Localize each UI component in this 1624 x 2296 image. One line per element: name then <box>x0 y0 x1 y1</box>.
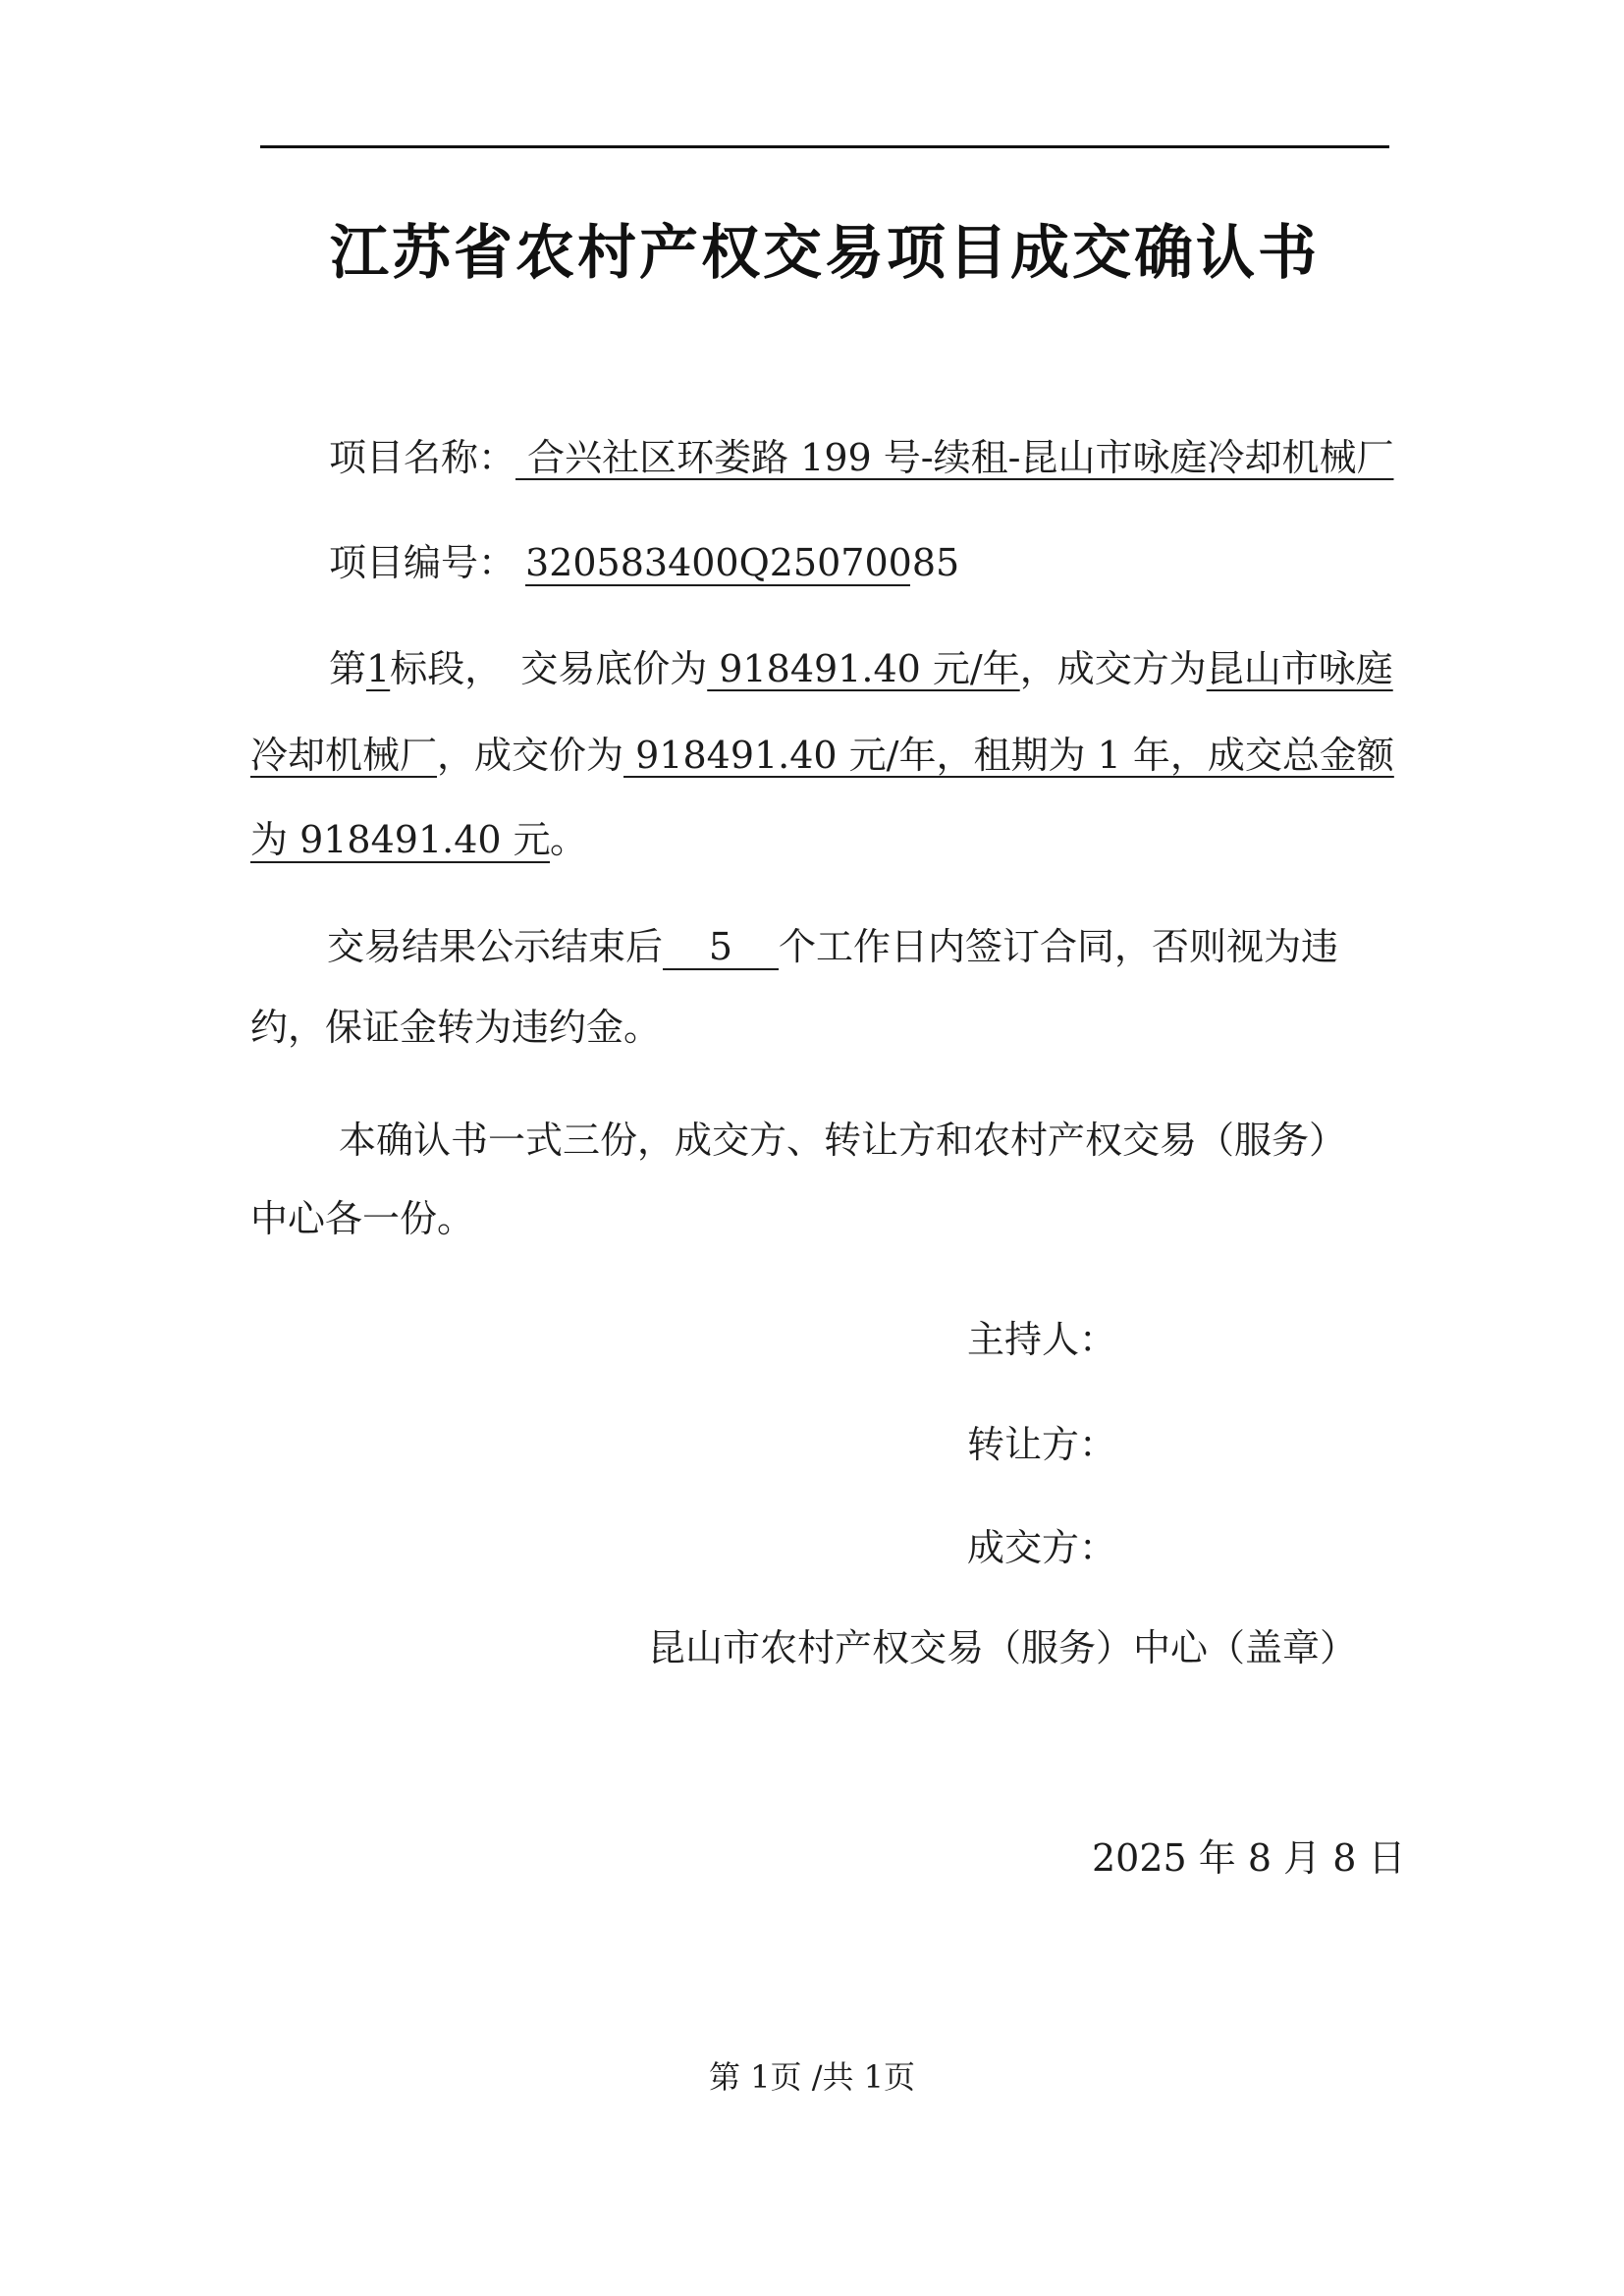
project-number-value: 320583400Q25070085 <box>525 541 960 584</box>
lot-line-3 <box>250 814 587 865</box>
project-number-row <box>329 537 960 588</box>
deal-price: 918491.40 元/年，租期为 1 年，成交总金额 <box>623 734 1394 777</box>
contract-suffix: 个工作日内签订合同，否则视为违 <box>779 925 1339 968</box>
page-footer: 第 1页 /共 1页 <box>708 2058 916 2096</box>
total-amount: 为 918491.40 元 <box>250 818 551 861</box>
project-name-label: 项目名称： <box>329 436 516 479</box>
lot-end: 。 <box>550 818 588 861</box>
lot-suffix: 标段， 交易底价为 <box>390 647 708 690</box>
contract-line-2: 约，保证金转为违约金。 <box>250 1006 662 1049</box>
lot-line-2 <box>250 730 1394 781</box>
buyer-name-part2: 冷却机械厂 <box>250 734 438 777</box>
copies-line-2: 中心各一份。 <box>250 1197 475 1240</box>
center-seal-label: 昆山市农村产权交易（服务）中心（盖章） <box>648 1626 1358 1669</box>
contract-line-1 <box>327 921 1338 972</box>
header-rule <box>260 145 1389 148</box>
buyer-name-part1: 昆山市咏庭 <box>1206 647 1393 690</box>
transferee-signature-label: 成交方： <box>967 1526 1117 1569</box>
base-price: 918491.40 元/年 <box>707 647 1020 690</box>
document-title: 江苏省农村产权交易项目成交确认书 <box>330 219 1320 288</box>
lot-number: 1 <box>366 647 391 690</box>
project-name-value: 合兴社区环娄路 199 号-续租-昆山市咏庭冷却机械厂 <box>515 436 1394 479</box>
copies-line-1: 本确认书一式三份，成交方、转让方和农村产权交易（服务） <box>339 1119 1347 1162</box>
buyer-intro: ，成交方为 <box>1019 647 1207 690</box>
lot-prefix: 第 <box>329 647 367 690</box>
contract-prefix: 交易结果公示结束后 <box>327 925 664 968</box>
transferor-signature-label: 转让方： <box>967 1423 1117 1466</box>
lot-line-1 <box>329 643 1393 694</box>
document-date: 2025 年 8 月 8 日 <box>1092 1836 1406 1880</box>
host-signature-label: 主持人： <box>967 1318 1117 1361</box>
project-number-label: 项目编号： <box>329 541 516 584</box>
project-name-row <box>329 432 1393 483</box>
price-intro: ，成交价为 <box>437 734 624 777</box>
contract-days: 5 <box>663 925 779 970</box>
